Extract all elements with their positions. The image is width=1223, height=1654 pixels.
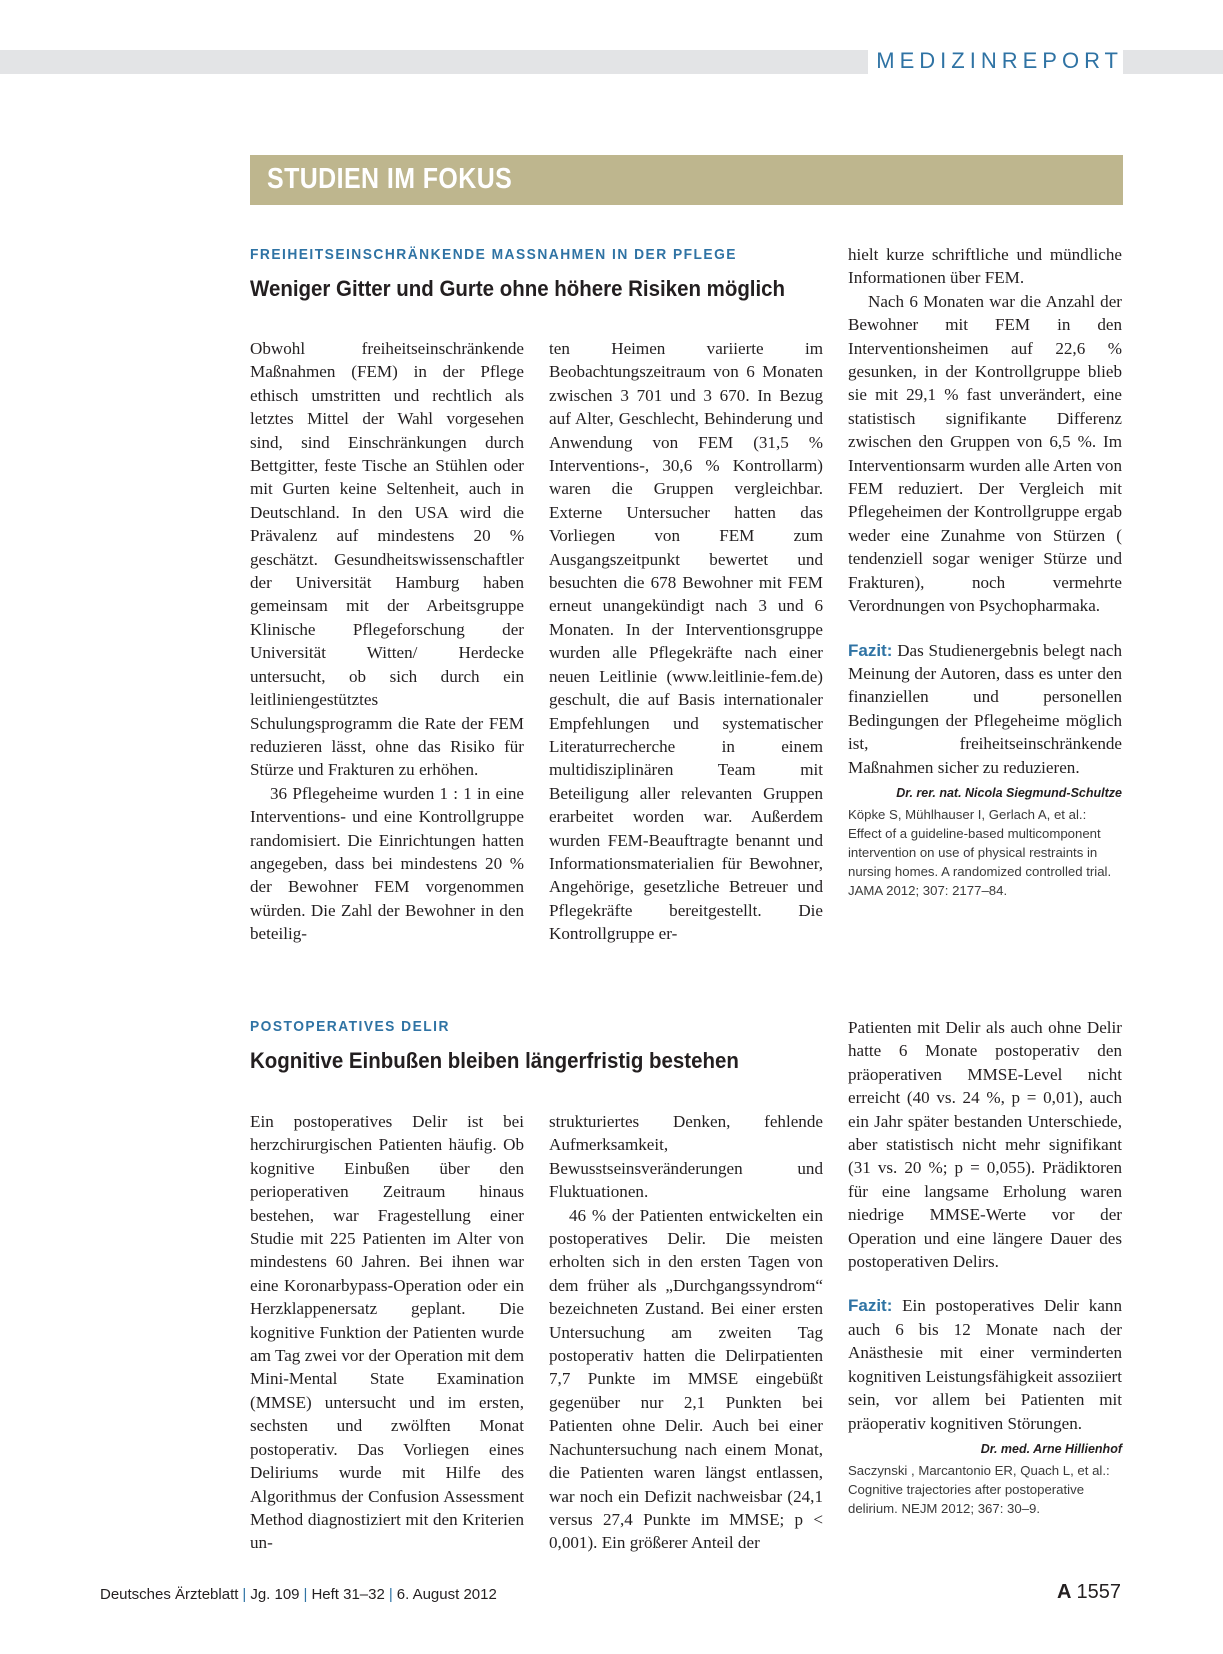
- issue-date: 6. August 2012: [396, 1586, 497, 1603]
- article2-column-2: [549, 1110, 823, 1555]
- article2-paragraph: strukturiertes Denken, fehlende Aufmerksamkeit, Bewusstseinsveränderungen und Fluktuationen.: [549, 1112, 823, 1202]
- article1-paragraph: hielt kurze schriftliche und mündliche Informationen über FEM.: [848, 245, 1122, 288]
- page-footer: [100, 1586, 497, 1603]
- article1-paragraph: ten Heimen variierte im Beobachtungszeitraum von 6 Monaten zwischen 3 701 und 3 670. In Bezug auf Alter, Geschlecht, Behinderung und Anwendung von FEM (31,5 % Interventions-, 30,6 % Kontrollarm) waren die Gruppen vergleichbar. Externe Untersucher hatten das Vorliegen von FEM zum Ausgangszeitpunkt bewertet und besuchten die 678 Bewohner mit FEM erneut unangekündigt nach 3 und 6 Monaten. In der Interventionsgruppe wurden alle Pflegekräfte nach einer neuen Leitlinie (www.leitlinie-fem.de) geschult, die auf Basis internationaler Empfehlungen und systematischer Literaturrecherche in einem multidisziplinären Team mit Beteiligung aller relevanten Gruppen erarbeitet worden war. Außerdem wurden FEM-Beauftragte benannt und Informationsmaterialien für Bewohner, Angehörige, gesetzliche Betreuer und Pflegekräfte bereitgestellt. Die Kontrollgruppe er-: [549, 339, 823, 944]
- article1-author: Dr. rer. nat. Nicola Siegmund-Schultze: [896, 785, 1122, 800]
- journal-name: Deutsches Ärzteblatt: [100, 1586, 239, 1603]
- article1-paragraph: Obwohl freiheitseinschränkende Maßnahmen (FEM) in der Pflege ethisch umstritten und rechtlich als letztes Mittel der Wahl vorgesehen sind, sind Einschränkungen durch Bettgitter, feste Tische an Stühlen oder mit Gurten keine Seltenheit, auch in Deutschland. In den USA wird die Prävalenz auf mindestens 20 % geschätzt. Gesundheitswissenschaftler der Universität Hamburg haben gemeinsam mit der Arbeitsgruppe Klinische Pflegeforschung der Universität Witten/ Herdecke untersucht, ob sich durch ein leitliniengestütztes Schulungsprogramm die Rate der FEM reduzieren lässt, ohne das Risiko für Stürze und Frakturen zu erhöhen.: [250, 339, 524, 780]
- article2-headline: Kognitive Einbußen bleiben längerfristig bestehen: [250, 1048, 739, 1073]
- article1-paragraph: 36 Pflegeheime wurden 1 : 1 in eine Interventions- und eine Kontrollgruppe randomisiert. Die Einrichtungen hatten angegeben, dass bei mindestens 20 % der Bewohner FEM vorgenommen würden. Die Zahl der Bewohner in den beteilig-: [250, 783, 524, 944]
- article1-column-2: [549, 337, 823, 946]
- page-number: [1057, 1581, 1121, 1604]
- banner-title: STUDIEN IM FOKUS: [267, 163, 513, 195]
- fazit-text: Das Studienergebnis belegt nach Meinung der Autoren, dass es unter den finanziellen und personellen Bedingungen der Pflegeheime möglich ist, freiheitseinschränkende Maßnahmen sicher zu reduzieren.: [848, 640, 1122, 777]
- page-prefix: A: [1057, 1581, 1072, 1603]
- fazit-text: Ein postoperatives Delir kann auch 6 bis 12 Monate nach der Anästhesie mit einer verminderten kognitiven Leistungsfähigkeit assoziiert sein, vor allem bei Patienten mit präoperativ kognitiven Störungen.: [848, 1296, 1122, 1433]
- article1-headline: Weniger Gitter und Gurte ohne höhere Risiken möglich: [250, 276, 786, 301]
- article1-kicker: FREIHEITSEINSCHRÄNKENDE MASSNAHMEN IN DER PFLEGE: [250, 246, 737, 263]
- article1-reference: Köpke S, Mühlhauser I, Gerlach A, et al.: Effect of a guideline-based multicomponent intervention on use of physical restraints in nursing homes. A randomized controlled trial. JAMA 2012; 307: 2177–84.: [848, 807, 1112, 899]
- footer-separator: |: [303, 1586, 308, 1603]
- article1-column-1: [250, 337, 524, 946]
- footer-separator: |: [242, 1586, 247, 1603]
- fazit-label: Fazit:: [848, 1296, 893, 1316]
- journal-volume: Jg. 109: [250, 1586, 300, 1603]
- article1-column-3: [848, 243, 1122, 900]
- article2-paragraph: Patienten mit Delir als auch ohne Delir hatte 6 Monate postoperativ den präoperativen MMSE-Level nicht erreicht (40 vs. 24 %, p = 0,01), auch ein Jahr später bestanden Unterschiede, aber statistisch nicht mehr signifikant (31 vs. 20 %; p = 0,055). Prädiktoren für eine langsame Erholung waren niedrige MMSE-Werte vor der Operation und eine längere Dauer des postoperativen Delirs.: [848, 1018, 1122, 1272]
- article2-column-1: [250, 1110, 524, 1555]
- article2-reference: Saczynski , Marcantonio ER, Quach L, et al.: Cognitive trajectories after postoperative delirium. NEJM 2012; 367: 30–9.: [848, 1463, 1110, 1517]
- article1-paragraph: Nach 6 Monaten war die Anzahl der Bewohner mit FEM in den Interventionsheimen auf 22,6 % gesunken, in der Kontrollgruppe blieb sie mit 29,1 % fast unverändert, eine statistisch signifikante Differenz zwischen den Gruppen von 6,5 %. Im Interventionsarm wurden alle Arten von FEM reduziert. Der Vergleich mit Pflegeheimen der Kontrollgruppe ergab weder eine Zunahme von Stürzen ( tendenziell sogar weniger Stürze und Frakturen), noch vermehrte Verordnungen von Psychopharmaka.: [848, 291, 1122, 616]
- article2-kicker: POSTOPERATIVES DELIR: [250, 1018, 450, 1035]
- article2-column-3: [848, 1016, 1122, 1518]
- article2-paragraph: Ein postoperatives Delir ist bei herzchirurgischen Patienten häufig. Ob kognitive Einbußen über den perioperativen Zeitraum hinaus bestehen, war Fragestellung einer Studie mit 225 Patienten im Alter von mindestens 60 Jahren. Bei ihnen war eine Koronarbypass-Operation oder ein Herzklappenersatz geplant. Die kognitive Funktion der Patienten wurde am Tag zwei vor der Operation mit dem Mini-Mental State Examination (MMSE) untersucht und im ersten, sechsten und zwölften Monat postoperativ. Das Vorliegen eines Deliriums wurde mit Hilfe des Algorithmus der Confusion Assessment Method diagnostiziert mit den Kriterien un-: [250, 1112, 524, 1553]
- article2-fazit: [848, 1294, 1122, 1456]
- footer-separator: |: [388, 1586, 393, 1603]
- fazit-label: Fazit:: [848, 640, 893, 660]
- article1-fazit: [848, 639, 1122, 800]
- article2-author: Dr. med. Arne Hillienhof: [980, 1441, 1122, 1456]
- section-label: MEDIZINREPORT: [868, 48, 1123, 74]
- page-number-value: 1557: [1076, 1581, 1121, 1603]
- section-banner: [250, 155, 1123, 205]
- article2-paragraph: 46 % der Patienten entwickelten ein postoperatives Delir. Die meisten erholten sich in den ersten Tagen von dem früher als „Durchgangssyndrom“ bezeichneten Zustand. Bei einer ersten Untersuchung am zweiten Tag postoperativ hatten die Delirpatienten 7,7 Punkte im MMSE eingebüßt gegenüber nur 2,1 Punkten bei Patienten ohne Delir. Auch bei einer Nachuntersuchung nach einem Monat, die Patienten waren längst entlassen, war noch ein Defizit nachweisbar (24,1 versus 27,4 Punkte im MMSE; p < 0,001). Ein größerer Anteil der: [549, 1205, 823, 1553]
- journal-issue: Heft 31–32: [311, 1586, 385, 1603]
